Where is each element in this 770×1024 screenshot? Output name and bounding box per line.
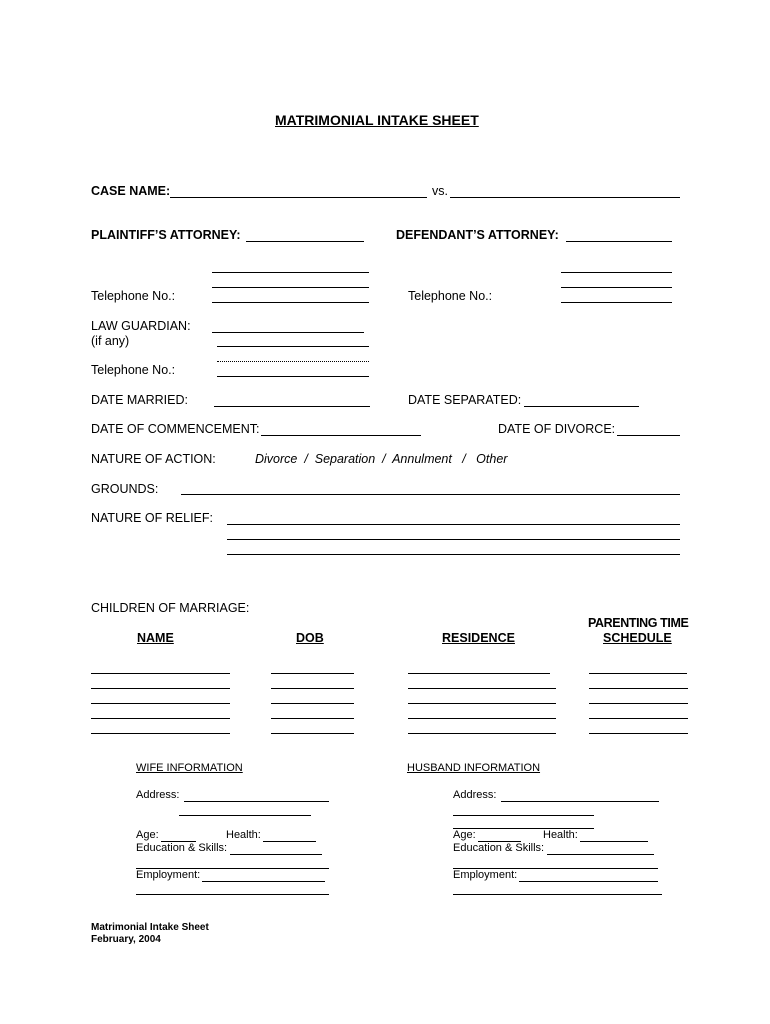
husband-education-label: Education & Skills: [453,842,545,854]
col-name: NAME [137,631,174,645]
child-dob-field[interactable] [271,703,354,704]
defendant-attorney-field[interactable] [566,241,672,242]
footer-title: Matrimonial Intake Sheet [91,922,209,933]
col-parenting-time: PARENTING TIME [588,616,689,630]
husband-employment-field[interactable] [519,881,658,882]
law-guardian-telephone-field[interactable] [217,376,369,377]
plaintiff-telephone-field[interactable] [212,302,369,303]
wife-employment-label: Employment: [136,869,201,881]
child-residence-field[interactable] [408,703,556,704]
defendant-attorney-label: DEFENDANT’S ATTORNEY: [396,228,559,242]
defendant-attorney-address-line-2[interactable] [561,287,672,288]
law-guardian-address-line-1[interactable] [217,346,369,347]
wife-education-label: Education & Skills: [136,842,228,854]
child-schedule-field[interactable] [589,688,688,689]
child-name-field[interactable] [91,718,230,719]
date-commencement-label: DATE OF COMMENCEMENT: [91,422,260,436]
date-divorce-field[interactable] [617,435,680,436]
relief-line-1[interactable] [227,524,680,525]
husband-info-heading: HUSBAND INFORMATION [407,762,541,774]
child-schedule-field[interactable] [589,673,687,674]
case-opponent-field[interactable] [450,197,680,198]
child-dob-field[interactable] [271,718,354,719]
nature-of-relief-label: NATURE OF RELIEF: [91,511,214,525]
wife-health-label: Health: [226,829,261,841]
child-residence-field[interactable] [408,733,556,734]
wife-age-label: Age: [136,829,159,841]
relief-line-2[interactable] [227,539,680,540]
child-residence-field[interactable] [408,718,556,719]
nature-of-action-label: NATURE OF ACTION: [91,452,216,466]
date-married-label: DATE MARRIED: [91,393,188,407]
husband-age-label: Age: [453,829,476,841]
relief-line-3[interactable] [227,554,680,555]
col-schedule: SCHEDULE [603,631,672,645]
page-title: MATRIMONIAL INTAKE SHEET [275,112,479,128]
date-commencement-field[interactable] [261,435,421,436]
plaintiff-attorney-field[interactable] [246,241,364,242]
plaintiff-telephone-label: Telephone No.: [91,289,176,303]
husband-employment-line-2[interactable] [453,894,662,895]
law-guardian-sub-label: (if any) [91,334,130,348]
grounds-field[interactable] [181,494,680,495]
wife-info-heading: WIFE INFORMATION [136,762,243,774]
child-name-field[interactable] [91,733,230,734]
grounds-label: GROUNDS: [91,482,159,496]
law-guardian-label: LAW GUARDIAN: [91,319,191,333]
date-divorce-label: DATE OF DIVORCE: [498,422,616,436]
child-dob-field[interactable] [271,688,354,689]
date-separated-field[interactable] [524,406,639,407]
defendant-telephone-label: Telephone No.: [408,289,493,303]
col-dob: DOB [296,631,324,645]
husband-health-label: Health: [543,829,578,841]
wife-address-line-2[interactable] [179,815,311,816]
wife-health-field[interactable] [263,841,316,842]
child-name-field[interactable] [91,688,230,689]
child-schedule-field[interactable] [589,733,688,734]
child-schedule-field[interactable] [589,718,688,719]
date-married-field[interactable] [214,406,370,407]
plaintiff-attorney-address-line-1[interactable] [212,272,369,273]
case-name-label: CASE NAME: [91,184,171,198]
wife-address-label: Address: [136,789,180,801]
child-schedule-field[interactable] [589,703,688,704]
husband-education-field[interactable] [547,854,654,855]
child-name-field[interactable] [91,703,230,704]
defendant-attorney-address-line-1[interactable] [561,272,672,273]
husband-employment-label: Employment: [453,869,518,881]
plaintiff-attorney-label: PLAINTIFF’S ATTORNEY: [91,228,241,242]
child-dob-field[interactable] [271,673,354,674]
wife-address-field[interactable] [184,801,329,802]
defendant-telephone-field[interactable] [561,302,672,303]
child-residence-field[interactable] [408,673,550,674]
child-name-field[interactable] [91,673,230,674]
law-guardian-address-line-2[interactable] [217,361,369,362]
husband-address-field[interactable] [501,801,659,802]
wife-employment-field[interactable] [202,881,325,882]
law-guardian-telephone-label: Telephone No.: [91,363,176,377]
children-label: CHILDREN OF MARRIAGE: [91,601,250,615]
wife-education-field[interactable] [230,854,322,855]
husband-health-field[interactable] [580,841,648,842]
footer-date: February, 2004 [91,934,161,945]
nature-of-action-options[interactable]: Divorce / Separation / Annulment / Other [255,452,508,466]
husband-address-label: Address: [453,789,497,801]
child-dob-field[interactable] [271,733,354,734]
plaintiff-attorney-address-line-2[interactable] [212,287,369,288]
date-separated-label: DATE SEPARATED: [408,393,522,407]
case-vs-label: vs. [432,184,448,198]
col-residence: RESIDENCE [442,631,515,645]
wife-employment-line-2[interactable] [136,894,329,895]
law-guardian-field[interactable] [212,332,364,333]
case-name-field[interactable] [170,197,427,198]
husband-address-line-2[interactable] [453,815,594,816]
child-residence-field[interactable] [408,688,556,689]
